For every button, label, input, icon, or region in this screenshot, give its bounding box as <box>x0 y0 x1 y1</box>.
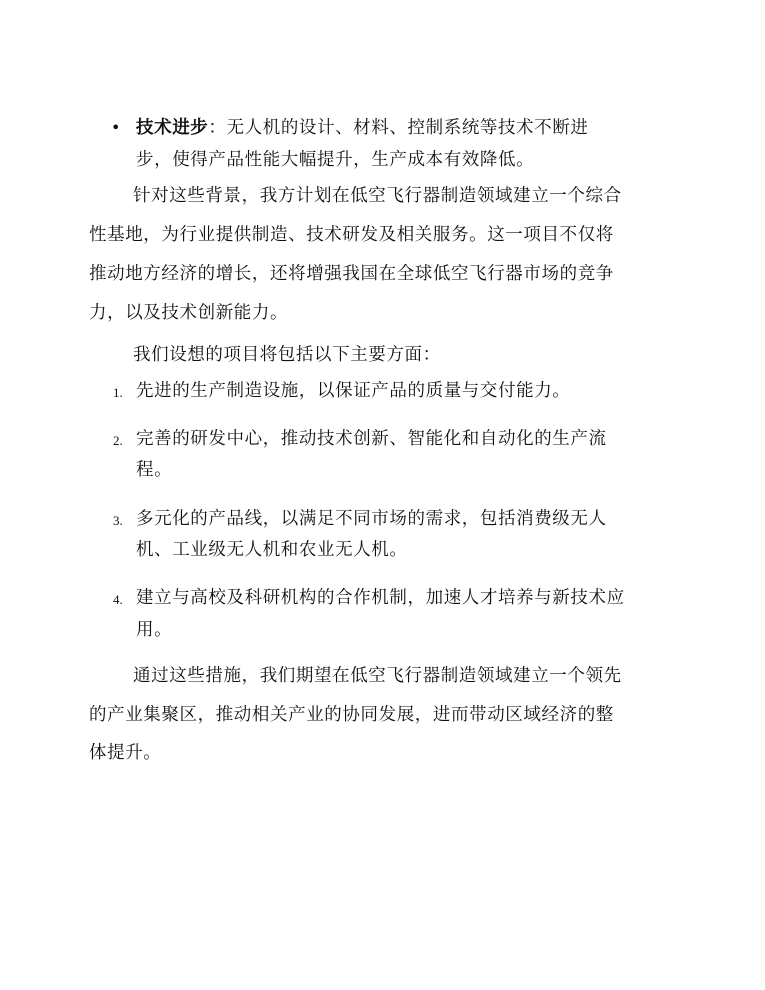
paragraph-line: 推动地方经济的增长，还将增强我国在全球低空飞行器市场的竞争 <box>89 264 614 284</box>
list-item-line: 建立与高校及科研机构的合作机制，加速人才培养与新技术应 <box>136 588 625 608</box>
bullet-term: 技术进步 <box>136 118 209 138</box>
list-item-line: 先进的生产制造设施，以保证产品的质量与交付能力。 <box>136 381 571 401</box>
list-item-number: 4. <box>113 592 123 607</box>
paragraph-line: 体提升。 <box>89 743 162 763</box>
list-item-line: 用。 <box>136 620 173 640</box>
list-item-line: 完善的研发中心，推动技术创新、智能化和自动化的生产流 <box>136 429 607 449</box>
list-item-line: 机、工业级无人机和农业无人机。 <box>136 540 408 560</box>
paragraph-line: 力，以及技术创新能力。 <box>89 303 289 323</box>
list-item-line: 多元化的产品线，以满足不同市场的需求，包括消费级无人 <box>136 509 607 529</box>
bullet-marker: • <box>111 118 121 137</box>
paragraph-line: 针对这些背景，我方计划在低空飞行器制造领域建立一个综合 <box>133 186 622 206</box>
bullet-line-2: 步，使得产品性能大幅提升，生产成本有效降低。 <box>136 150 535 170</box>
bullet-text-1: 无人机的设计、材料、控制系统等技术不断进 <box>226 118 589 138</box>
list-item-number: 3. <box>113 513 123 528</box>
bullet-colon: ： <box>208 118 227 138</box>
paragraph-line: 性基地，为行业提供制造、技术研发及相关服务。这一项目不仅将 <box>89 225 614 245</box>
paragraph-line: 的产业集聚区，推动相关产业的协同发展，进而带动区域经济的整 <box>89 705 614 725</box>
list-item-line: 程。 <box>136 460 173 480</box>
list-item-number: 2. <box>113 433 123 448</box>
list-item-number: 1. <box>113 385 123 400</box>
paragraph-line: 通过这些措施，我们期望在低空飞行器制造领域建立一个领先 <box>133 666 622 686</box>
list-intro: 我们设想的项目将包括以下主要方面： <box>133 345 441 365</box>
bullet-line-1 <box>136 116 589 140</box>
